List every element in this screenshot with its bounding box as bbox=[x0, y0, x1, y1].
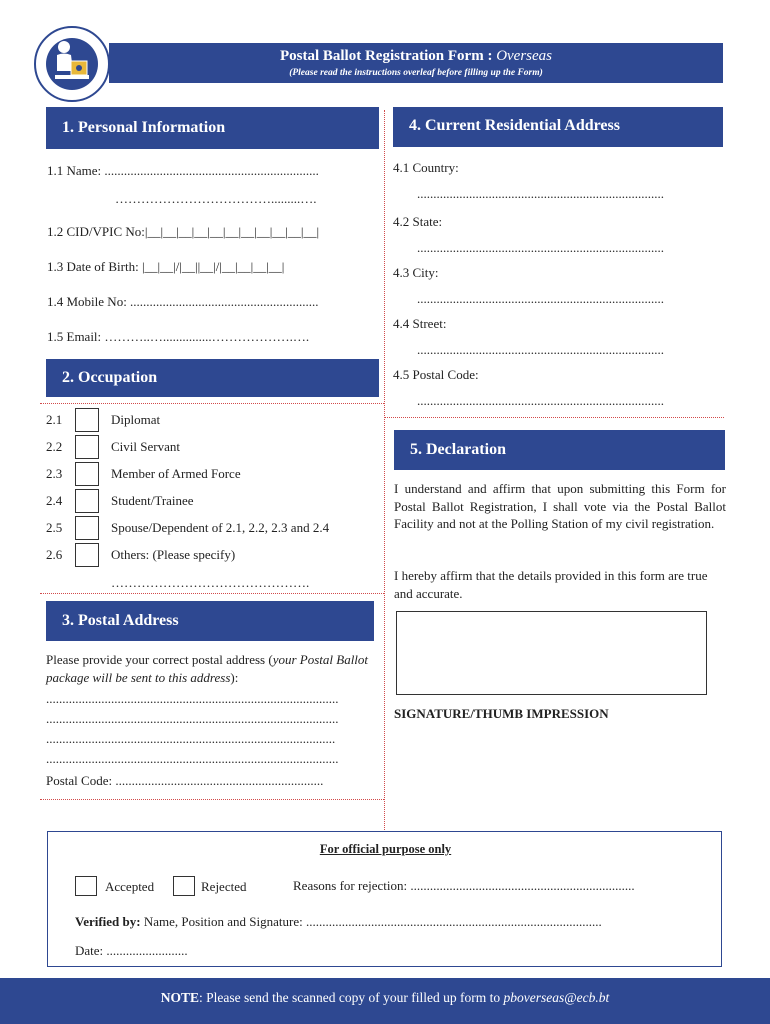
occupation-label: Others: (Please specify) bbox=[111, 547, 236, 562]
email-field[interactable]: 1.5 Email: ………..…...............……………….…. bbox=[47, 329, 310, 344]
form-title-suffix: Overseas bbox=[496, 48, 553, 64]
occupation-checkbox[interactable] bbox=[75, 408, 99, 432]
date-field[interactable]: Date: ......................... bbox=[75, 943, 188, 958]
section-4-header: 4. Current Residential Address bbox=[393, 107, 723, 147]
occupation-checkbox[interactable] bbox=[75, 435, 99, 459]
occupation-checkbox[interactable] bbox=[75, 489, 99, 513]
residential-field-label: 4.4 Street: bbox=[393, 316, 447, 331]
name-field[interactable]: 1.1 Name: .................................................................. bbox=[47, 163, 319, 178]
postal-address-line-4[interactable]: .......................................................................................... bbox=[46, 751, 339, 766]
postal-address-line-1[interactable]: .......................................................................................... bbox=[46, 691, 339, 706]
residential-field-input[interactable]: ............................................................................ bbox=[417, 342, 664, 357]
residential-field-label: 4.3 City: bbox=[393, 265, 439, 280]
occupation-specify-line[interactable]: ………………………………………. bbox=[111, 575, 310, 590]
form-subtitle: (Please read the instructions overleaf before filling up the Form) bbox=[289, 68, 543, 78]
occupation-number: 2.3 bbox=[46, 466, 63, 481]
occupation-label: Civil Servant bbox=[111, 439, 180, 454]
rejection-reason-field[interactable]: Reasons for rejection: ..................................................................... bbox=[293, 878, 635, 893]
occupation-checkbox[interactable] bbox=[75, 516, 99, 540]
dob-field[interactable]: 1.3 Date of Birth: |__|__|/|__||__|/|__|__|__|__| bbox=[47, 259, 285, 274]
section-1-header: 1. Personal Information bbox=[46, 107, 379, 149]
occupation-label: Spouse/Dependent of 2.1, 2.2, 2.3 and 2.4 bbox=[111, 520, 330, 535]
occupation-label: Student/Trainee bbox=[111, 493, 194, 508]
postal-instruction: Please provide your correct postal address (your Postal Ballot package will be sent to this address): bbox=[46, 652, 369, 685]
postal-address-line-2[interactable]: .......................................................................................... bbox=[46, 711, 339, 726]
section-2-header: 2. Occupation bbox=[46, 359, 379, 397]
signature-label: SIGNATURE/THUMB IMPRESSION bbox=[394, 706, 609, 721]
residential-field-label: 4.5 Postal Code: bbox=[393, 367, 479, 382]
section-3-header: 3. Postal Address bbox=[46, 601, 374, 641]
header-banner: Postal Ballot Registration Form : Overseas (Please read the instructions overleaf before filling up the Form) bbox=[109, 43, 723, 83]
residential-field-label: 4.1 Country: bbox=[393, 160, 459, 175]
occupation-label: Member of Armed Force bbox=[111, 466, 241, 481]
section-4-divider bbox=[384, 417, 724, 418]
occupation-checkbox[interactable] bbox=[75, 543, 99, 567]
occupation-number: 2.6 bbox=[46, 547, 63, 562]
accepted-label: Accepted bbox=[105, 879, 155, 894]
signature-box[interactable] bbox=[396, 611, 707, 695]
declaration-paragraph-1: I understand and affirm that upon submitting this Form for Postal Ballot Registration, I shall vote via the Postal Ballot Facility and not at the Polling Station of my civil registration. bbox=[394, 481, 726, 531]
declaration-paragraph-2: I hereby affirm that the details provided in this form are true and accurate. bbox=[394, 568, 708, 601]
residential-field-input[interactable]: ............................................................................ bbox=[417, 240, 664, 255]
occupation-checkbox[interactable] bbox=[75, 462, 99, 486]
section-2-divider bbox=[40, 403, 384, 404]
section-3-divider-top bbox=[40, 593, 384, 594]
rejected-checkbox[interactable] bbox=[173, 876, 195, 896]
occupation-number: 2.1 bbox=[46, 412, 63, 427]
residential-field-input[interactable]: ............................................................................ bbox=[417, 291, 664, 306]
name-field-continuation[interactable]: ……………………………….........…. bbox=[115, 191, 317, 206]
occupation-number: 2.4 bbox=[46, 493, 63, 508]
form-title: Postal Ballot Registration Form bbox=[279, 48, 484, 64]
postal-address-line-3[interactable]: ......................................................................................... bbox=[46, 731, 336, 746]
verified-by-field[interactable]: Verified by: Name, Position and Signature: ........................................................................................... bbox=[75, 914, 602, 929]
residential-field-input[interactable]: ............................................................................ bbox=[417, 186, 664, 201]
residential-field-label: 4.2 State: bbox=[393, 214, 443, 229]
submission-email[interactable]: pboverseas@ecb.bt bbox=[503, 990, 610, 1005]
occupation-number: 2.5 bbox=[46, 520, 63, 535]
section-3-divider-bottom bbox=[40, 799, 384, 800]
occupation-number: 2.2 bbox=[46, 439, 63, 454]
cid-field[interactable]: 1.2 CID/VPIC No:|__|__|__|__|__|__|__|__|__|__|__| bbox=[47, 224, 320, 239]
accepted-checkbox[interactable] bbox=[75, 876, 97, 896]
rejected-label: Rejected bbox=[201, 879, 247, 894]
section-5-header: 5. Declaration bbox=[394, 430, 725, 470]
mobile-field[interactable]: 1.4 Mobile No: .......................................................... bbox=[47, 294, 319, 309]
column-divider bbox=[384, 110, 385, 830]
residential-field-input[interactable]: ............................................................................ bbox=[417, 393, 664, 408]
ecb-logo bbox=[33, 25, 111, 103]
official-heading: For official purpose only bbox=[319, 842, 452, 856]
postal-code-field[interactable]: Postal Code: ................................................................ bbox=[46, 773, 324, 788]
footer-note-bar: NOTE: Please send the scanned copy of your filled up form to pboverseas@ecb.bt bbox=[0, 978, 770, 1024]
occupation-label: Diplomat bbox=[111, 412, 161, 427]
